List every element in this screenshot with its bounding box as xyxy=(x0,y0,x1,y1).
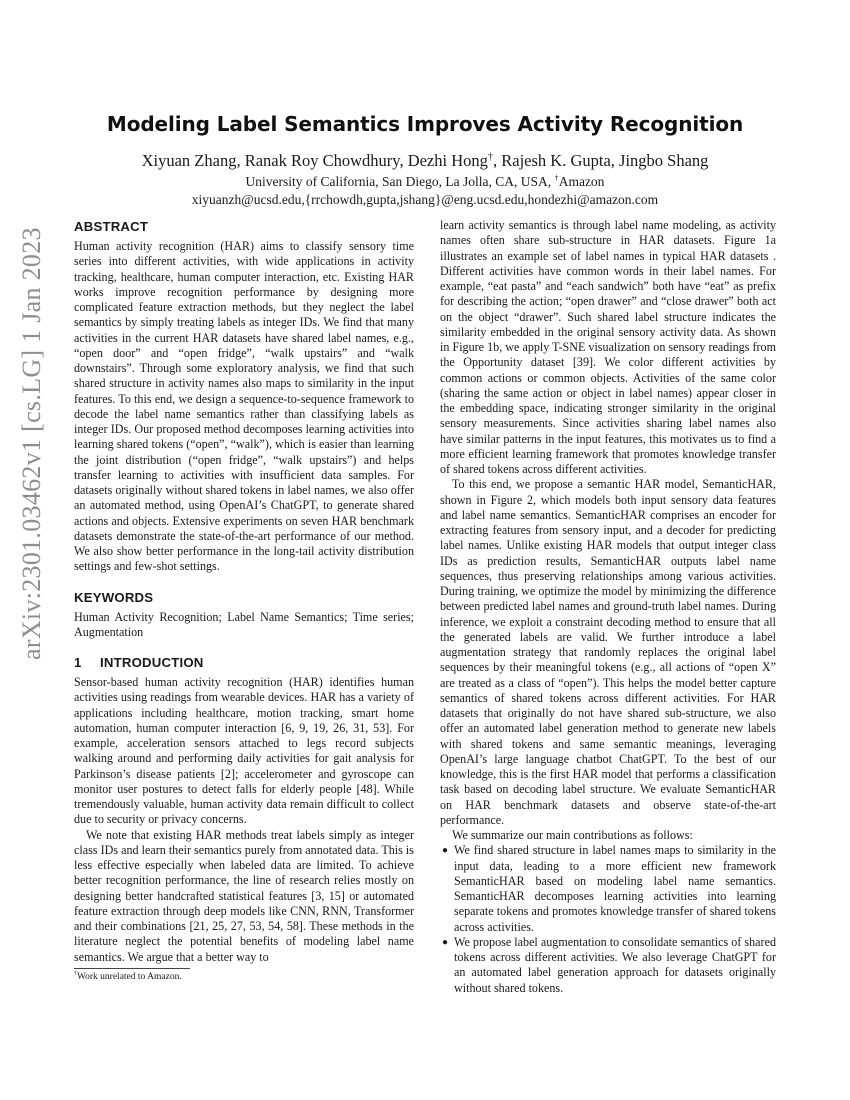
footnote xyxy=(74,972,182,982)
bullet-icon: ● xyxy=(442,845,449,857)
intro-paragraph-2: We note that existing HAR methods treat labels simply as integer class IDs and learn their semantics purely from annotated data. This is less effective especially when labeled data are limited. To achieve better recognition performance, the line of research relies mostly on designing better handcrafted statistical features [3, 15] or automated feature extraction through deep models like CNN, RNN, Transformer and their combinations [21, 25, 27, 53, 54, 58]. These methods in the literature neglect the potential benefits of modeling label name semantics. We argue that a better way to xyxy=(74,827,414,964)
authors-dagger: † xyxy=(487,151,493,163)
affiliation-line xyxy=(0,174,850,190)
abstract-heading: ABSTRACT xyxy=(74,219,149,234)
paper-title: Modeling Label Semantics Improves Activity Recognition xyxy=(106,112,744,136)
contributions-list xyxy=(440,843,776,996)
intro-paragraph-1: Sensor-based human activity recognition (HAR) identifies human activities using readings from wearable devices. HAR has a variety of applications including healthcare, motion tracking, smart home automation, human computer interaction [6, 9, 19, 26, 31, 53]. For example, acceleration sensors attached to legs record subjects walking around and performing daily activities for gait analysis for Parkinson’s disease patients [2]; accelerometer and gyroscope can monitor user postures to detect falls for elderly people [48]. While tremendously valuable, human activity data remain difficult to collect due to security or privacy concerns. xyxy=(74,675,414,827)
authors-after: , Rajesh K. Gupta, Jingbo Shang xyxy=(493,151,709,170)
bullet-icon: ● xyxy=(442,936,449,948)
author-emails: xiyuanzh@ucsd.edu,{rrchowdh,gupta,jshang}@eng.ucsd.edu,hondezhi@amazon.com xyxy=(191,192,659,207)
affiliation-dagger: † xyxy=(554,173,559,183)
abstract-text: Human activity recognition (HAR) aims to classify sensory time series into different activities, with wide applications in activity tracking, healthcare, human computer interaction, etc. Existing HAR works improve recognition performance by designing more complicated feature extraction methods, but they neglect the label semantics by simply treating labels as integer IDs. We find that many activities in the current HAR datasets have shared label names, e.g., “open door” and “open fridge”, “walk upstairs” and “walk downstairs”. Through some exploratory analysis, we find that such shared structure in activity names also maps to similarity in the input features. To this end, we design a sequence-to-sequence framework to decode the label name semantics rather than classifying labels as integer IDs. Our proposed method decomposes learning activities into learning shared tokens (“open”, “walk”), which is easier than learning the joint distribution (“open fridge”, “walk upstairs”) and helps transfer learning to activities with insufficient data samples. For datasets originally without shared tokens in label names, we also offer an automated method, using OpenAI’s ChatGPT, to generate shared actions and objects. Extensive experiments on seven HAR benchmark datasets demonstrate the state-of-the-art performance of our method. We also show better performance in the long-tail activity distribution settings and few-shot settings. xyxy=(74,239,414,574)
contribution-text: We propose label augmentation to consolidate semantics of shared tokens across different activities. We also leverage ChatGPT for an automated label generation approach for datasets originally without shared tokens. xyxy=(454,934,776,995)
list-item xyxy=(440,935,776,996)
intro-paragraph-5: We summarize our main contributions as follows: xyxy=(452,828,693,842)
keywords-text: Human Activity Recognition; Label Name Semantics; Time series; Augmentation xyxy=(74,609,414,639)
section-title: INTRODUCTION xyxy=(100,655,204,670)
footnote-rule xyxy=(74,968,190,969)
intro-paragraph-4: To this end, we propose a semantic HAR model, SemanticHAR, shown in Figure 2, which models both input sensory data features and label name semantics. SemanticHAR comprises an encoder for extracting features from sensory input, and a decoder for predicting label names. Unlike existing HAR models that output integer class IDs as prediction results, SemanticHAR outputs label name sequences, thus preserving relationships among various activities. During training, we optimize the model by minimizing the difference between predicted label names and ground-truth label names. During inference, we exploit a constraint decoding method to ensure that all the generated labels are valid. We further introduce a label augmentation strategy that randomly replaces the original label sequences by their meaningful tokens (e.g., all actions of “open X” are treated as a class of “open”). This helps the model better capture semantics of shared tokens across different activities. For HAR datasets that originally do not have shared sub-structure, we also offer an automated label generation method to generate new labels with shared tokens and same semantic meanings, leveraging OpenAI’s large language chatbot ChatGPT. To the best of our knowledge, this is the first HAR model that performs a classification task based on decoding label structure. We evaluate SemanticHAR on HAR benchmark datasets and observe state-of-the-art performance. xyxy=(440,477,776,827)
right-column xyxy=(440,218,776,996)
footnote-text: Work unrelated to Amazon. xyxy=(76,972,182,982)
left-column xyxy=(74,218,414,965)
contribution-text: We find shared structure in label names maps to similarity in the input data, leading to a more efficient new framework SemanticHAR based on modeling label name semantics. SemanticHAR decomposes learning activities into learning separate tokens and promotes knowledge transfer of shared tokens across activities. xyxy=(454,843,776,934)
section-number: 1 xyxy=(74,655,82,670)
affiliation-company: Amazon xyxy=(558,174,605,189)
arxiv-side-stamp: arXiv:2301.03462v1 [cs.LG] 1 Jan 2023 xyxy=(17,227,46,660)
intro-paragraph-3: learn activity semantics is through label name modeling, as activity names often share sub-structure in HAR datasets. Figure 1a illustrates an example set of label names in typical HAR datasets . Different activities have common words in their label names. For example, “eat pasta” and “each sandwich” both have “eat” as prefix for describing the action; “open drawer” and “close drawer” both act on the object “drawer”. Such shared label structure indicates the similarity embedded in the original sensory activity data. As shown in Figure 1b, we apply T-SNE visualization on sensory readings from the Opportunity dataset [39]. We color different activities by common actions or common objects. Activities of the same color (sharing the same action or object in label names) appear closer in the embedding space, indicating stronger similarity in the original sensory measurements. Since activities sharing label names also have similar patterns in the input features, this motivates us to find a more efficient learning framework that promotes knowledge transfer of shared tokens across different activities. xyxy=(440,218,776,476)
introduction-heading xyxy=(74,654,414,671)
authors-before: Xiyuan Zhang, Ranak Roy Chowdhury, Dezhi Hong xyxy=(141,151,488,170)
keywords-heading: KEYWORDS xyxy=(74,589,154,605)
affiliation-text: University of California, San Diego, La Jolla, CA, USA, xyxy=(245,174,555,189)
author-list xyxy=(0,151,850,171)
footnote-dagger: † xyxy=(74,970,77,977)
list-item xyxy=(440,843,776,935)
